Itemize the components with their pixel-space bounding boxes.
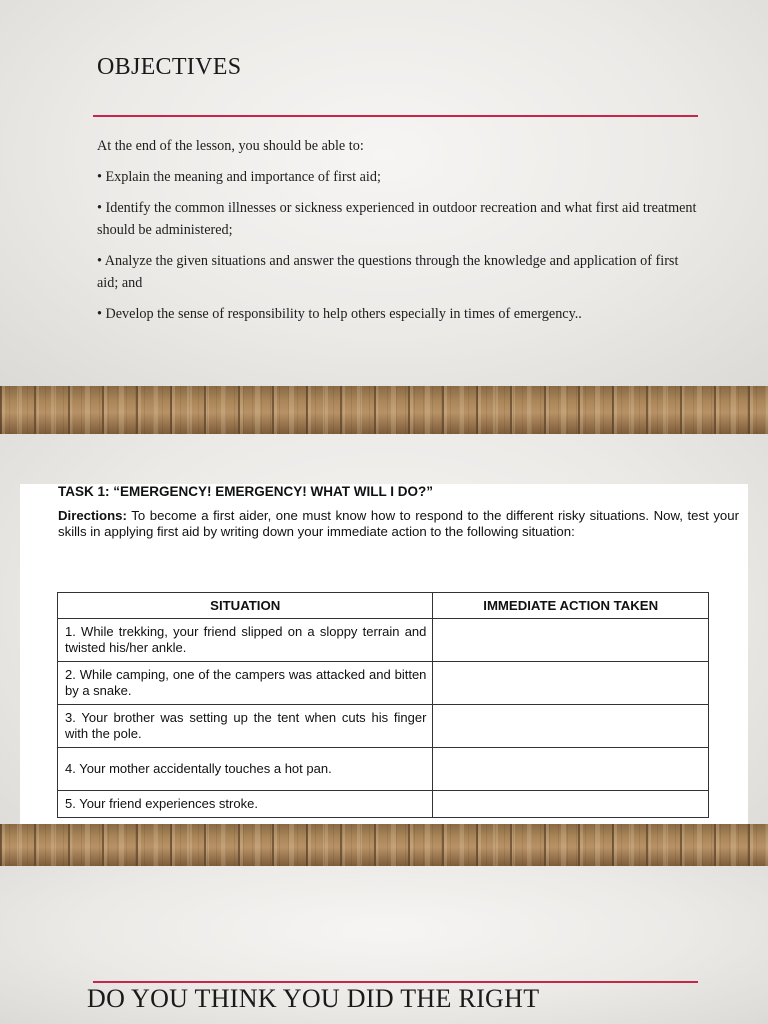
objective-item: • Analyze the given situations and answer the questions through the knowledge and application of first aid; and (97, 253, 679, 291)
slide-title: DO YOU THINK YOU DID THE RIGHT (87, 984, 540, 1013)
action-cell (433, 619, 709, 662)
objectives-intro: At the end of the lesson, you should be able to: (97, 138, 364, 154)
table-row (58, 748, 709, 791)
action-cell (433, 791, 709, 818)
action-cell (433, 705, 709, 748)
table-row (58, 791, 709, 818)
wood-floor-strip (0, 824, 768, 866)
table-header-row (58, 593, 709, 619)
wood-floor-divider (0, 386, 768, 434)
objectives-body (97, 135, 697, 334)
task-title: TASK 1: “EMERGENCY! EMERGENCY! WHAT WILL I DO?” (58, 484, 433, 499)
situation-table (57, 592, 709, 818)
table-row (58, 619, 709, 662)
table-row (58, 705, 709, 748)
title-divider (93, 981, 698, 983)
situation-cell: 1. While trekking, your friend slipped on a sloppy terrain and twisted his/her ankle. (58, 619, 433, 662)
header-situation: SITUATION (58, 593, 433, 619)
action-cell (433, 748, 709, 791)
table-row (58, 662, 709, 705)
situation-cell: 2. While camping, one of the campers was attacked and bitten by a snake. (58, 662, 433, 705)
objectives-slide (0, 0, 768, 386)
objective-item: • Identify the common illnesses or sickness experienced in outdoor recreation and what first aid treatment should be administered; (97, 200, 697, 238)
objective-item: • Develop the sense of responsibility to help others especially in times of emergency.. (97, 306, 582, 322)
header-action: IMMEDIATE ACTION TAKEN (433, 593, 709, 619)
action-cell (433, 662, 709, 705)
objective-item: • Explain the meaning and importance of first aid; (97, 169, 381, 185)
task-worksheet (20, 484, 748, 824)
question-slide (0, 866, 768, 1024)
directions-label: Directions: (58, 508, 127, 523)
slide-title: OBJECTIVES (97, 54, 242, 80)
situation-cell: 4. Your mother accidentally touches a hot pan. (58, 748, 433, 791)
situation-cell: 5. Your friend experiences stroke. (58, 791, 433, 818)
directions-text: To become a first aider, one must know how to respond to the different risky situations. Now, test your skills in applying first aid by writing down your immediate action to the following situation: (58, 508, 739, 539)
title-divider (93, 115, 698, 117)
task-directions (58, 508, 739, 540)
situation-cell: 3. Your brother was setting up the tent when cuts his finger with the pole. (58, 705, 433, 748)
task-slide (0, 434, 768, 866)
